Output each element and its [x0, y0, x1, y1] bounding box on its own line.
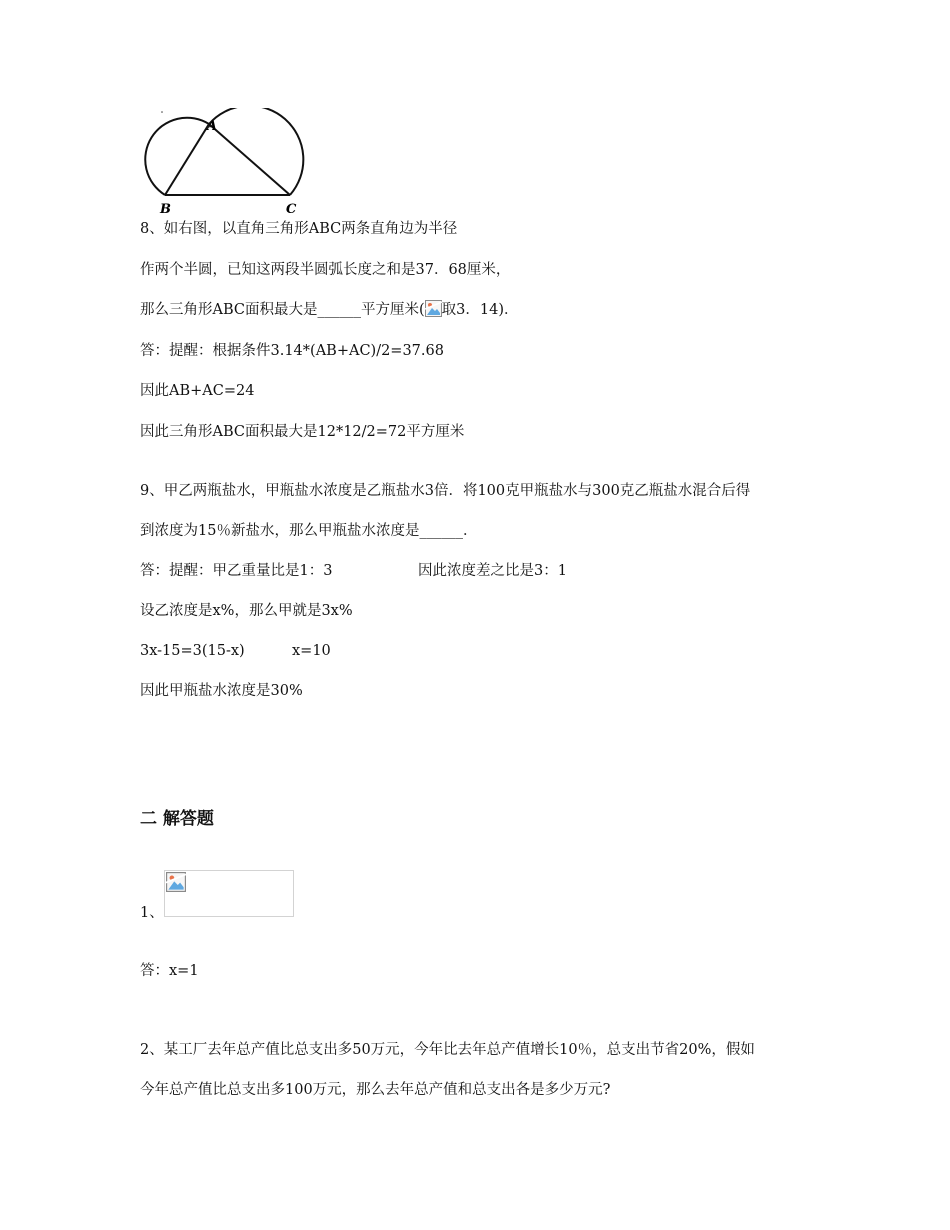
vertex-label-c: C	[286, 202, 297, 217]
q8-answer-2: 因此AB+AC=24	[140, 383, 255, 399]
q9-answer-2: 设乙浓度是x%，那么甲就是3x%	[140, 603, 353, 619]
q9-answer-1b: 因此浓度差之比是3：1	[418, 563, 567, 579]
q9-answer-4: 因此甲瓶盐水浓度是30%	[140, 683, 303, 699]
broken-image-icon	[166, 872, 186, 892]
q8-line-3-after: 取3．14)．	[441, 302, 519, 318]
problem-2-line-1: 2、某工厂去年总产值比总支出多50万元，今年比去年总产值增长10％，总支出节省20%，假如	[140, 1042, 755, 1058]
q9-answer-3b: x=10	[292, 643, 331, 659]
section-heading: 二 解答题	[140, 809, 214, 829]
q8-answer-3: 因此三角形ABC面积最大是12*12/2=72平方厘米	[140, 424, 465, 440]
q8-line-2: 作两个半圆，已知这两段半圆弧长度之和是37．68厘米，	[140, 262, 511, 278]
q9-line-2: 到浓度为15％新盐水，那么甲瓶盐水浓度是______．	[140, 523, 478, 539]
problem-1-image	[164, 870, 294, 917]
q8-line-1: 8、如右图，以直角三角形ABC两条直角边为半径	[140, 221, 458, 237]
q9-answer-3a: 3x-15=3(15-x)	[140, 643, 245, 659]
vertex-label-a: A	[207, 119, 218, 134]
q8-line-3	[140, 300, 519, 320]
problem-1-answer: 答：x=1	[140, 963, 199, 979]
vertex-label-b: B	[160, 202, 171, 217]
q8-line-3-before: 那么三角形ABC面积最大是______平方厘米(	[140, 302, 425, 318]
problem-1-label: 1、	[140, 905, 164, 921]
semicircle-triangle-figure	[140, 108, 310, 220]
q9-answer-1a: 答：提醒：甲乙重量比是1：3	[140, 563, 333, 579]
q9-line-1: 9、甲乙两瓶盐水，甲瓶盐水浓度是乙瓶盐水3倍．将100克甲瓶盐水与300克乙瓶盐水混合后得	[140, 483, 751, 499]
broken-image-icon	[425, 300, 442, 317]
q8-answer-1: 答：提醒：根据条件3.14*(AB+AC)/2=37.68	[140, 343, 444, 359]
problem-2-line-2: 今年总产值比总支出多100万元，那么去年总产值和总支出各是多少万元?	[140, 1082, 611, 1098]
